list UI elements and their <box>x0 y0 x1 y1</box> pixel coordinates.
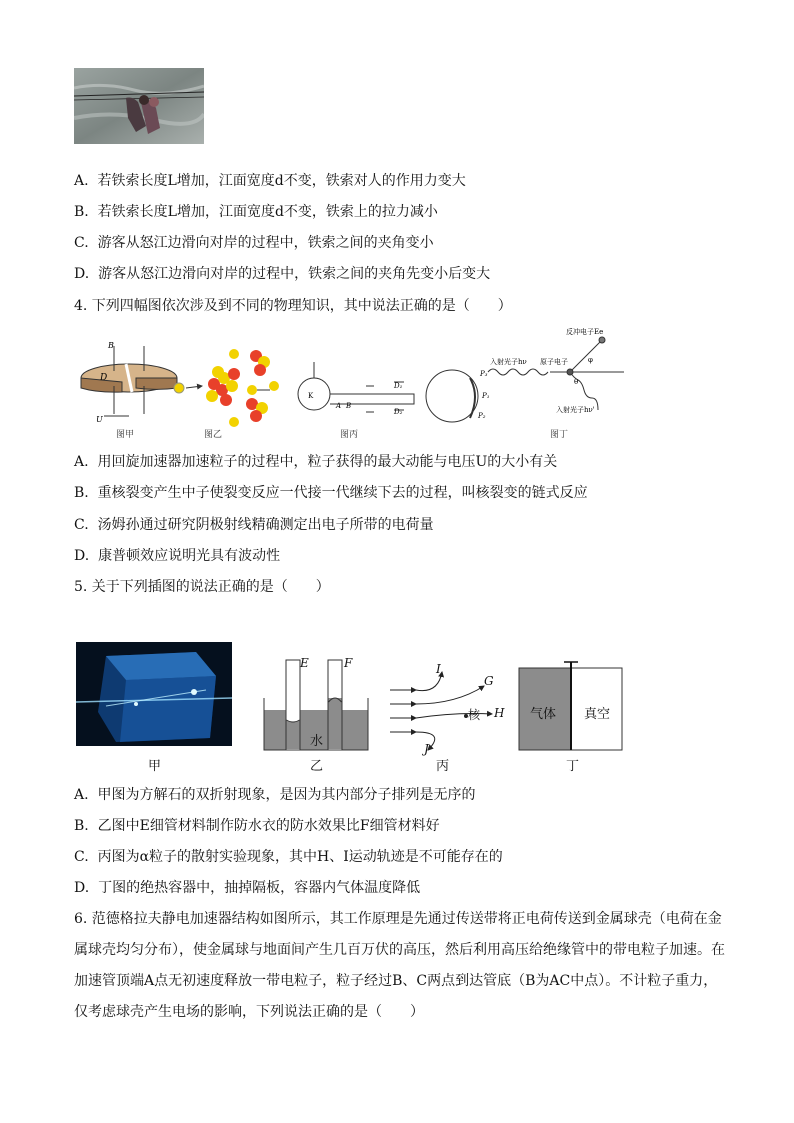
label-f: F <box>344 656 353 670</box>
q5-caption-ding: 丁 <box>566 759 580 774</box>
svg-text:反冲电子Ee: 反冲电子Ee <box>566 328 604 336</box>
label-j: J <box>424 742 429 756</box>
q6-line-4: 仅考虑球壳产生电场的影响，下列说法正确的是（ ） <box>74 1004 424 1020</box>
q4-option-c: C. 汤姆孙通过研究阴极射线精确测定出电子所带的电荷量 <box>74 517 434 533</box>
svg-text:D: D <box>100 373 108 383</box>
label-water: 水 <box>310 734 324 749</box>
q4-caption-ding: 图丁 <box>550 430 569 440</box>
q6-line-1: 6. 范德格拉夫静电加速器结构如图所示，其工作原理是先通过传送带将正电荷传送到金属球壳（电荷在金 <box>74 911 722 927</box>
compton-scattering-diagram <box>488 337 624 410</box>
q6-line-2: 属球壳均匀分布），使金属球与地面间产生几百万伏的高压，然后利用高压给绝缘管中的带电粒子加速。在 <box>74 942 725 958</box>
label-gas: 气体 <box>530 707 557 722</box>
label-e: E <box>300 656 309 670</box>
q5-stem: 5. 关于下列插图的说法正确的是（ ） <box>74 579 330 595</box>
q5-caption-yi: 乙 <box>310 759 324 774</box>
label-i: I <box>436 662 441 676</box>
svg-text:D₁: D₁ <box>394 382 403 390</box>
label-nucleus: 核 <box>468 708 481 722</box>
zipline-photo <box>74 68 204 144</box>
svg-text:θ: θ <box>574 378 579 386</box>
chain-reaction-diagram <box>174 349 279 427</box>
q3-option-d: D. 游客从怒江边滑向对岸的过程中，铁索之间的夹角先变小后变大 <box>74 266 491 282</box>
svg-text:K: K <box>308 392 314 400</box>
q5-caption-bing: 丙 <box>436 759 450 774</box>
svg-text:P₂: P₂ <box>478 412 486 420</box>
q4-stem: 4. 下列四幅图依次涉及到不同的物理知识，其中说法正确的是（ ） <box>74 298 512 314</box>
q5-caption-jia: 甲 <box>148 759 162 774</box>
q4-option-d: D. 康普顿效应说明光具有波动性 <box>74 548 281 564</box>
q5-option-a: A. 甲图为方解石的双折射现象，是因为其内部分子排列是无序的 <box>74 787 476 803</box>
cyclotron-diagram <box>81 341 177 424</box>
q5-option-b: B. 乙图中E细管材料制作防水衣的防水效果比F细管材料好 <box>74 818 440 834</box>
q3-option-b: B. 若铁索长度L增加，江面宽度d不变，铁索上的拉力减小 <box>74 204 438 220</box>
q4-option-a: A. 用回旋加速器加速粒子的过程中，粒子获得的最大动能与电压U的大小有关 <box>74 454 558 470</box>
label-vacuum: 真空 <box>584 707 611 722</box>
q3-option-a: A. 若铁索长度L增加，江面宽度d不变，铁索对人的作用力变大 <box>74 173 466 189</box>
q4-figure-strip <box>74 326 634 441</box>
svg-text:B: B <box>108 341 114 350</box>
q4-caption-jia: 图甲 <box>116 430 135 440</box>
q5-option-d: D. 丁图的绝热容器中，抽掉隔板，容器内气体温度降低 <box>74 880 421 896</box>
svg-text:A: A <box>336 402 342 410</box>
q4-option-b: B. 重核裂变产生中子使裂变反应一代接一代继续下去的过程，叫核裂变的链式反应 <box>74 485 588 501</box>
svg-text:P₁: P₁ <box>482 392 490 400</box>
svg-text:U: U <box>96 415 103 424</box>
svg-text:入射光子hν: 入射光子hν <box>490 358 527 366</box>
svg-text:φ: φ <box>588 356 593 364</box>
label-h: H <box>494 706 505 720</box>
svg-text:D₂: D₂ <box>394 408 403 416</box>
svg-text:入射光子hν': 入射光子hν' <box>556 406 595 414</box>
q6-line-3: 加速管顶端A点无初速度释放一带电粒子，粒子经过B、C两点到达管底（B为AC中点）。不计粒子重力， <box>74 973 718 989</box>
svg-text:原子电子: 原子电子 <box>540 358 568 366</box>
q3-option-c: C. 游客从怒江边滑向对岸的过程中，铁索之间的夹角变小 <box>74 235 434 251</box>
q4-caption-bing: 图丙 <box>340 430 359 440</box>
svg-text:B: B <box>346 402 352 410</box>
svg-text:P₃: P₃ <box>480 370 488 378</box>
q4-caption-yi: 图乙 <box>204 430 223 440</box>
cathode-ray-tube-diagram <box>298 362 478 422</box>
label-g: G <box>484 674 494 688</box>
q5-option-c: C. 丙图为α粒子的散射实验现象，其中H、I运动轨迹是不可能存在的 <box>74 849 503 865</box>
calcite-photo <box>76 642 232 746</box>
